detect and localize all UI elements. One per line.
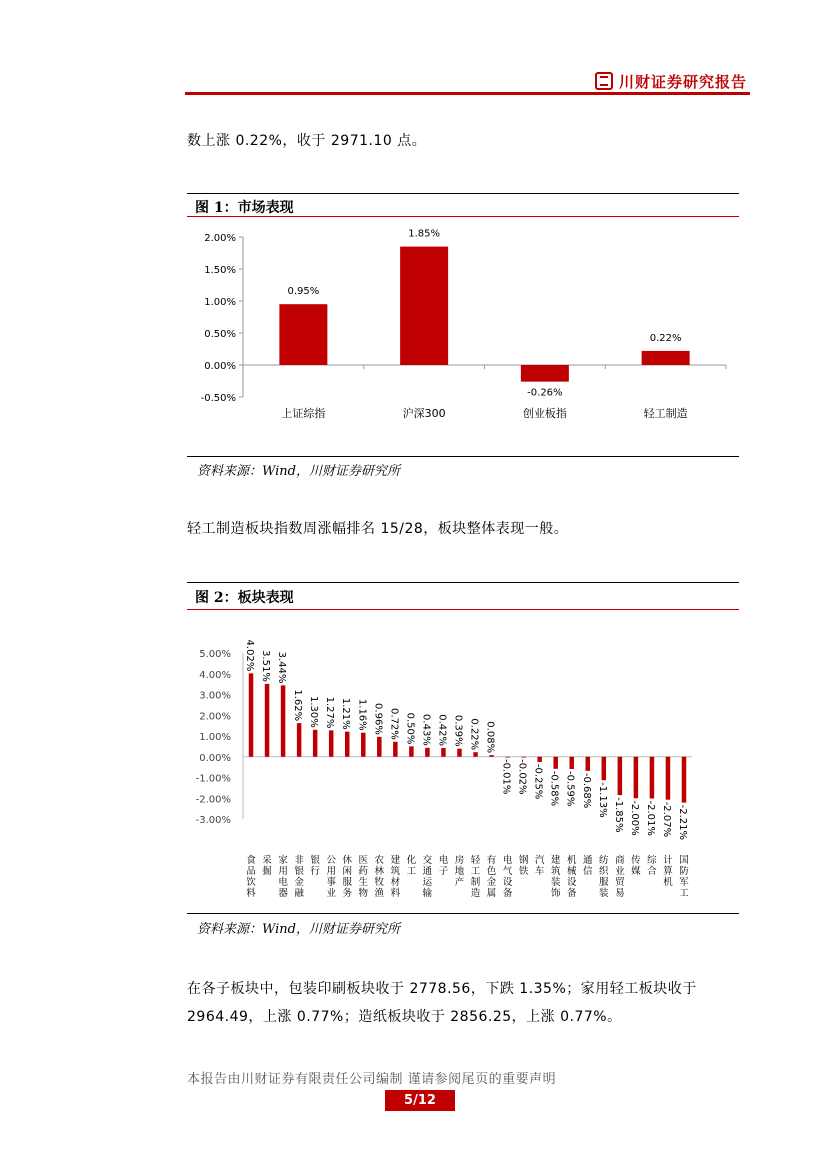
category-label: 电气设备 [502,855,513,899]
bar-value-label: 3.51% [260,650,272,682]
bar [602,757,607,780]
figure-1-chart [187,218,739,454]
bar [281,685,286,756]
bar [666,757,671,800]
bar [425,748,430,757]
bar-value-label: 0.39% [452,714,464,747]
figure-1-top-rule [187,193,739,194]
bar-value-label: 1.16% [356,698,368,731]
bar-value-label: 1.62% [292,689,304,722]
bar [569,757,574,769]
figure-2-top-rule [187,582,739,583]
category-label: 沪深300 [402,407,446,420]
bar-value-label: 0.50% [404,712,416,745]
bar-value-label: 1.30% [308,695,320,728]
bar [329,730,334,756]
bar [279,304,327,365]
bar-value-label: -2.01% [644,800,656,836]
bar-value-label: -0.68% [580,772,592,809]
bar-value-label: -2.00% [628,800,640,836]
bar [586,757,591,771]
y-tick-label: 3.00% [199,690,231,702]
header-rule [185,92,750,95]
bar [650,757,655,799]
category-label: 银行 [310,855,320,877]
bar [361,733,366,757]
bar [521,365,569,382]
bar [393,742,398,757]
y-tick-label: 5.00% [199,649,231,660]
bar-value-label: 0.95% [287,286,320,298]
category-label: 交通运输 [422,855,433,899]
bar-value-label: 1.85% [408,228,441,240]
category-label: 轻工制造 [643,407,688,420]
bar [441,748,446,757]
bar [313,730,318,757]
y-tick-label: 2.00% [199,711,231,723]
bar-value-label: 1.27% [324,696,336,729]
category-label: 化工 [406,855,417,877]
bar-value-label: -1.13% [596,782,608,818]
figure-1-title: 图 1：市场表现 [195,200,294,216]
bar-value-label: -2.21% [676,804,688,840]
bar-value-label: -0.25% [532,763,544,800]
category-label: 采掘 [262,855,272,877]
figure-1-bottom-rule [187,456,739,457]
bar [505,757,510,758]
y-tick-label: 4.00% [199,669,231,681]
bar [618,757,623,795]
bar [249,673,254,756]
category-label: 综合 [647,855,657,877]
category-label: 房地产 [454,855,465,888]
category-label: 非银金融 [294,855,304,899]
brand-logo-icon [595,72,613,90]
bar [297,723,302,757]
y-tick-label: -0.50% [200,393,236,404]
bar [265,684,270,757]
bar-value-label: 1.21% [340,697,352,730]
header-title: 川财证券研究报告 [618,72,747,91]
category-label: 创业板指 [522,407,567,420]
bar [400,247,448,365]
category-label: 国防军工 [679,855,689,899]
bar-value-label: -0.59% [564,770,576,807]
category-label: 农林牧渔 [374,855,385,899]
figure-2-title: 图 2：板块表现 [195,590,294,606]
page-number: 5/12 [385,1090,455,1111]
paragraph-1: 数上涨 0.22%，收于 2971.10 点。 [187,133,427,149]
category-label: 商业贸易 [615,855,625,899]
category-label: 有色金属 [486,855,497,899]
y-tick-label: 0.00% [204,361,236,372]
paragraph-2: 轻工制造板块指数周涨幅排名 15/28，板块整体表现一般。 [187,521,569,537]
bar [642,351,690,365]
category-label: 建筑装饰 [550,855,561,899]
bar [377,737,382,757]
bar-value-label: 3.44% [276,651,288,684]
figure-2-source: 资料来源：Wind，川财证券研究所 [197,922,400,937]
bar-value-label: -2.07% [660,801,672,838]
y-tick-label: 1.50% [204,265,236,276]
y-tick-label: -3.00% [195,815,231,826]
bar [473,752,478,757]
paragraph-3: 在各子板块中，包装印刷板块收于 2778.56，下跌 1.35%；家用轻工板块收于 2964.49，上涨 0.77%；造纸板块收于 2856.25，上涨 0.77%。 [187,981,697,1025]
figure-2-bottom-rule [187,913,739,914]
bar-value-label: 0.22% [468,718,480,751]
bar-value-label: -0.26% [527,387,563,399]
header-brand [595,70,747,92]
bar-value-label: 0.96% [372,703,384,735]
category-label: 通信 [583,855,593,877]
y-tick-label: 1.00% [199,732,231,743]
bar [409,746,414,756]
y-tick-label: -2.00% [195,794,231,806]
bar [489,755,494,757]
bar-value-label: 0.43% [420,714,432,746]
bar-value-label: -0.58% [548,770,560,807]
category-label: 计算机 [663,855,673,888]
bar-value-label: 0.72% [388,708,400,740]
bar-value-label: 4.02% [244,639,256,672]
figure-1-source: 资料来源：Wind，川财证券研究所 [197,464,400,479]
footer-disclaimer: 本报告由川财证券有限责任公司编制 谨请参阅尾页的重要声明 [187,1072,557,1087]
bar [634,757,639,799]
category-label: 公用事业 [326,855,336,899]
figure-2-chart [187,611,739,911]
bar-value-label: -1.85% [612,797,624,833]
category-label: 钢铁 [518,855,529,877]
category-label: 电子 [438,855,449,877]
bar [553,757,558,769]
category-label: 家用电器 [278,855,288,899]
bar-value-label: -0.01% [500,758,512,795]
y-tick-label: -1.00% [195,773,231,785]
category-label: 轻工制造 [470,855,481,899]
category-label: 纺织服装 [599,855,609,899]
y-tick-label: 0.50% [204,329,236,340]
y-tick-label: 2.00% [204,233,236,244]
figure-1-title-rule [187,216,739,217]
category-label: 休闲服务 [342,855,352,899]
category-label: 医药生物 [358,855,369,899]
category-label: 传媒 [631,855,641,877]
bar [682,757,687,803]
bar-value-label: 0.42% [436,714,448,747]
bar-value-label: -0.02% [516,759,528,795]
bar-value-label: 0.08% [484,721,496,754]
bar [521,757,526,758]
bar-value-label: 0.22% [649,332,682,344]
figure-2-title-rule [187,609,739,610]
category-label: 建筑材料 [390,855,401,899]
category-label: 食品饮料 [246,855,256,899]
y-tick-label: 1.00% [204,297,236,308]
y-tick-label: 0.00% [199,752,231,764]
category-label: 机械设备 [566,855,577,899]
bar [457,749,462,757]
category-label: 汽车 [534,855,545,877]
bar [537,757,542,762]
category-label: 上证综指 [281,407,326,420]
bar [345,732,350,757]
